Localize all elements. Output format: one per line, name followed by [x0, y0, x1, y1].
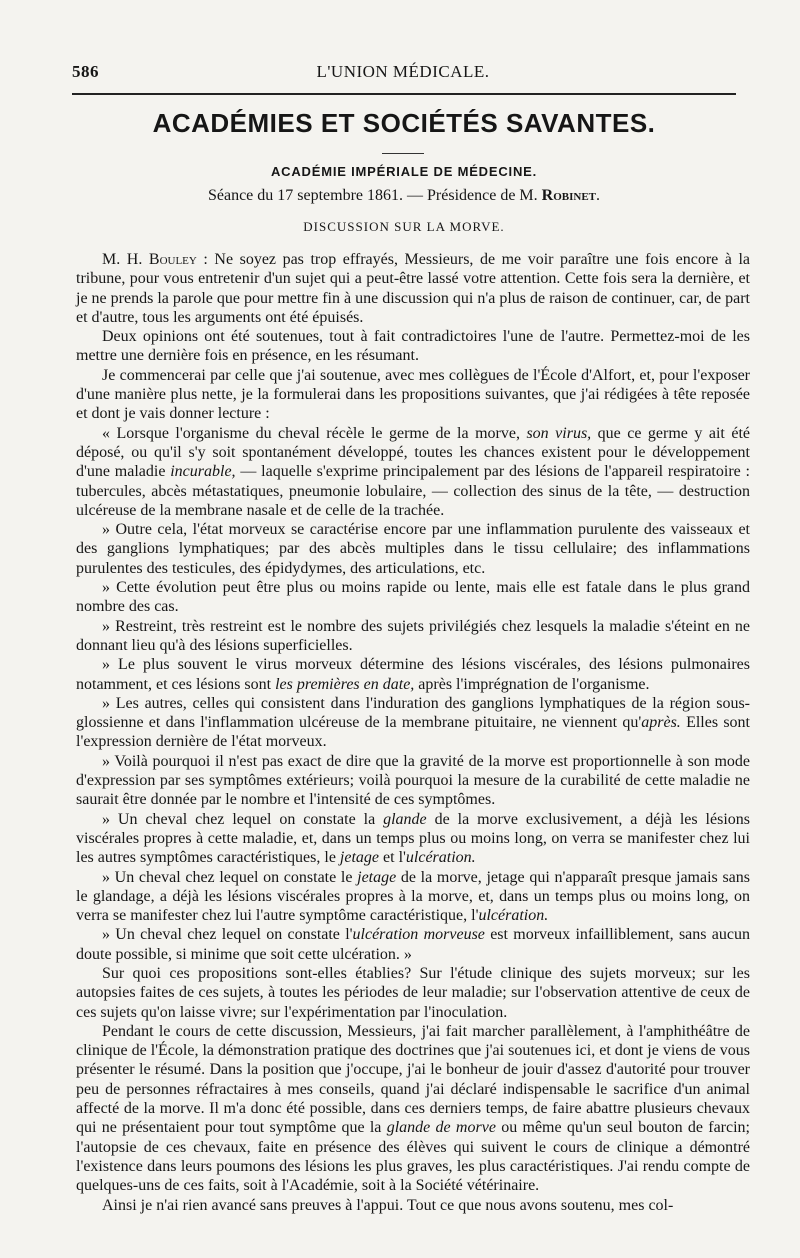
speaker-name: Bouley	[148, 251, 197, 268]
paragraph-text: » Voilà pourquoi il n'est pas exact de dire que la gravité de la morve est proportionnelle à son mode d'expression par ses symptômes extérieurs; voilà pourquoi la mesure de la curabilité de cette maladie ne saurait être donnée par le nombre et l'intensité de ces symptômes.	[76, 752, 750, 809]
paragraph-text: Pendant le cours de cette discussion, Messieurs, j'ai fait marcher parallèlement, à l'amphithéâtre de clinique de l'École, la démonstration pratique des doctrines que j'ai soutenues ici, et dont je viens de vous présenter le résumé. Dans la position que j'occupe, j'ai le bonheur de jouir d'assez d'autorité pour trouver peu de personnes réfractaires à mes conseils, quand j'ai déclaré indispensable le sacrifice d'un animal affecté de la morve. Il m'a donc été possible, dans ces derniers temps, de faire abattre plusieurs chevaux qui ne présentaient pour tout symptôme que la	[76, 1022, 750, 1137]
paragraph-text: Deux opinions ont été soutenues, tout à fait contradictoires l'une de l'autre. Permettez-moi de les mettre une dernière fois en présence, en les résumant.	[76, 328, 750, 365]
paragraph-text: de la morve, jetage qui n'apparaît presque jamais sans le glandage, a déjà les lésions viscérales propres à la morve, et, dans un temps plus ou moins long, on verra se manifester chez lui l'autre symptôme caractéristique, l'	[76, 868, 750, 925]
paragraph	[76, 250, 750, 327]
paragraph	[76, 1022, 750, 1196]
paragraph-text: » Restreint, très restreint est le nombre des sujets privilégiés chez lesquels la maladie s'éteint en ne donnant lieu qu'à des lésions superficielles.	[76, 617, 750, 654]
paragraph-text: est morveux infailliblement, sans aucun doute possible, si minime que soit cette ulcération. »	[76, 926, 750, 963]
header-rule	[72, 93, 736, 95]
page-number: 586	[72, 62, 99, 81]
paragraph-text: ou même qu'un seul bouton de farcin; l'autopsie de ces chevaux, faite en présence des élèves qui suivent le cours de clinique a démontré l'existence dans leurs poumons des lésions les plus graves, les plus caractéristiques. J'ai rendu compte de quelques-uns de ces faits, soit à l'Académie, soit à la Société vétérinaire.	[76, 1119, 751, 1195]
running-title: L'UNION MÉDICALE.	[316, 62, 490, 81]
paragraph-text: « Lorsque l'organisme du cheval récèle le germe de la morve,	[102, 424, 527, 442]
paragraph-text: Sur quoi ces propositions sont-elles établies? Sur l'étude clinique des sujets morveux; sur les autopsies faites de ces sujets, à toutes les périodes de leur maladie; sur l'observation attentive de ceux de ces sujets qu'on laisse vivre; sur l'expérimentation par l'inoculation.	[76, 964, 750, 1021]
session-line	[72, 187, 736, 205]
italic-text: glande	[383, 810, 427, 828]
session-end: .	[596, 187, 601, 204]
paragraph	[76, 655, 750, 694]
paragraph	[76, 868, 750, 926]
paragraph	[76, 752, 750, 810]
italic-text: ulcération morveuse	[352, 926, 485, 944]
italic-text: ulcération.	[478, 907, 549, 925]
paragraph-text: » Les autres, celles qui consistent dans l'induration des ganglions lymphatiques de la région sous-glossienne et dans l'inflammation ulcéreuse de la membrane pituitaire, ne viennent qu'	[76, 694, 750, 732]
paragraph	[76, 925, 750, 964]
paragraph	[76, 578, 750, 617]
paragraph-text: après l'imprégnation de l'organisme.	[414, 675, 650, 693]
section-title: ACADÉMIES ET SOCIÉTÉS SAVANTES.	[152, 108, 656, 138]
paragraph-text: Ainsi je n'ai rien avancé sans preuves à l'appui. Tout ce que nous avons soutenu, mes col-	[102, 1196, 674, 1214]
article-body	[76, 250, 750, 1215]
italic-text: jetage	[339, 849, 380, 867]
paragraph	[76, 366, 750, 424]
paragraph-text: » Un cheval chez lequel on constate l'	[102, 926, 353, 944]
paragraph-text: : Ne soyez pas trop effrayés, Messieurs, de me voir paraître une fois encore à la tribune, pour vous entretenir d'un sujet qui a peut-être lassé votre attention. Cette fois sera la dernière, et je ne prends la parole que pour mettre fin à une discussion qui n'a plus de raison de continuer, car, de part et d'autre, tous les arguments ont été épuisés.	[76, 251, 751, 326]
session-text: Séance du 17 septembre 1861. — Présidence de M.	[207, 187, 542, 204]
paragraph-text: » Un cheval chez lequel on constate la	[102, 810, 384, 828]
paragraph	[76, 424, 750, 520]
paragraph-text: de la morve exclusivement, a déjà les lésions viscérales propres à cette maladie, et, dans un temps plus ou moins long, on verra se manifester chez lui les autres symptômes caractéristiques, le	[76, 810, 750, 867]
paragraph-text: et l'	[379, 849, 406, 867]
paragraph-text: » Cette évolution peut être plus ou moins rapide ou lente, mais elle est fatale dans le plus grand nombre des cas.	[76, 579, 750, 616]
italic-text: les premières en date,	[275, 675, 415, 693]
president-name: Robinet	[541, 187, 597, 204]
italic-text: incurable,	[170, 463, 236, 481]
paragraph-text: Je commencerai par celle que j'ai soutenue, avec mes collègues de l'École d'Alfort, et, pour l'exposer d'une manière plus nette, je la formulerai dans les propositions suivantes, que j'ai rédigées à tête reposée et dont je vais donner lecture :	[76, 366, 750, 423]
paragraph	[76, 1196, 750, 1215]
paragraph-text: » Outre cela, l'état morveux se caractérise encore par une inflammation purulente des vaisseaux et des ganglions lymphatiques; par des abcès multiples dans le tissu cellulaire; des inflammations purulentes des testicules, des épidydymes, des articulations, etc.	[76, 521, 750, 577]
paragraph	[76, 327, 750, 366]
paragraph-text: M. H.	[102, 251, 149, 268]
discussion-heading: DISCUSSION SUR LA MORVE.	[303, 219, 505, 234]
italic-text: ulcération.	[405, 849, 476, 867]
paragraph	[76, 617, 750, 656]
page-header	[72, 58, 734, 88]
italic-text: glande de morve	[386, 1119, 496, 1137]
academy-name: ACADÉMIE IMPÉRIALE DE MÉDECINE.	[270, 164, 538, 179]
paragraph-text: Elles sont l'expression dernière de l'état morveux.	[76, 714, 750, 751]
paragraph	[76, 964, 750, 1022]
paragraph	[76, 520, 750, 578]
title-divider	[382, 153, 424, 154]
paragraph	[76, 810, 750, 868]
italic-text: son virus,	[526, 424, 592, 442]
paragraph	[76, 694, 750, 752]
paragraph-text: que ce germe y ait été déposé, ou qu'il s'y soit spontanément développé, toutes les chances existent pour le développement d'une maladie	[76, 424, 751, 481]
paragraph-text: » Un cheval chez lequel on constate le	[102, 868, 358, 886]
paragraph-text: — laquelle s'exprime principalement par des lésions de l'appareil respiratoire : tubercules, abcès métastatiques, pneumonie lobulaire, — collection des sinus de la tête, — destruction ulcéreuse de la membrane nasale et de celle de la trachée.	[76, 463, 750, 519]
italic-text: jetage	[357, 868, 397, 886]
paragraph-text: » Le plus souvent le virus morveux détermine des lésions viscérales, des lésions pulmonaires notamment, et ces lésions sont	[76, 656, 750, 693]
italic-text: après.	[641, 714, 681, 732]
